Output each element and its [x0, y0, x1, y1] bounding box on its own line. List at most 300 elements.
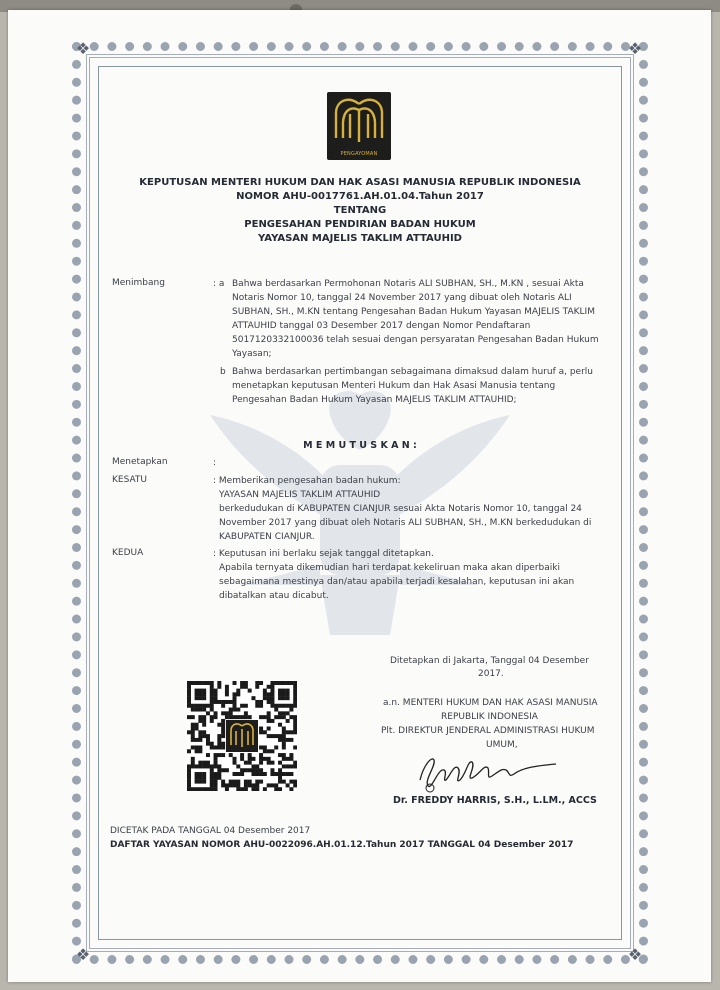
qr-module [214, 700, 218, 704]
memutuskan-heading: M E M U T U S K A N : [303, 440, 417, 451]
qr-module [217, 742, 221, 746]
qr-module [210, 685, 214, 689]
qr-module [214, 783, 218, 787]
qr-module [255, 764, 259, 768]
text-line: November 2017 yang dibuat oleh Notaris ALI SUBHAN, SH., M.KN berkedudukan di [219, 518, 592, 528]
qr-module [278, 681, 282, 685]
qr-module [198, 738, 202, 742]
qr-module [259, 780, 263, 784]
qr-module [233, 780, 237, 784]
qr-module [210, 745, 214, 749]
qr-module [210, 719, 214, 723]
qr-module [282, 696, 286, 700]
menimbang-label: Menimbang [112, 278, 165, 288]
qr-module [236, 715, 240, 719]
qr-module [233, 708, 237, 712]
qr-module [233, 783, 237, 787]
qr-module [195, 738, 199, 742]
qr-module [210, 704, 214, 708]
qr-module [210, 715, 214, 719]
qr-module [225, 783, 229, 787]
qr-module [267, 727, 271, 731]
qr-module [270, 749, 274, 753]
qr-module [282, 742, 286, 746]
qr-module [229, 708, 233, 712]
qr-module [221, 700, 225, 704]
qr-module [202, 704, 206, 708]
qr-module [229, 780, 233, 784]
qr-module [198, 780, 202, 784]
qr-module [293, 780, 297, 784]
qr-module [198, 704, 202, 708]
qr-module [221, 734, 225, 738]
qr-module [225, 685, 229, 689]
qr-module [267, 696, 271, 700]
handwritten-signature [410, 750, 560, 794]
qr-module [289, 780, 293, 784]
qr-module [202, 696, 206, 700]
signatory-line: UMUM, [486, 740, 518, 750]
qr-module [225, 700, 229, 704]
qr-module [244, 787, 248, 791]
qr-module [255, 700, 259, 704]
qr-module [195, 692, 199, 696]
qr-module [210, 681, 214, 685]
qr-module [198, 708, 202, 712]
qr-module [195, 708, 199, 712]
qr-module [187, 692, 191, 696]
qr-module [274, 715, 278, 719]
qr-module [282, 738, 286, 742]
qr-module [251, 768, 255, 772]
qr-module [217, 685, 221, 689]
qr-module [270, 685, 274, 689]
registry-number: DAFTAR YAYASAN NOMOR AHU-0022096.AH.01.12.Tahun 2017 TANGGAL 04 Desember 2017 [110, 840, 574, 850]
qr-module [293, 761, 297, 765]
qr-module [217, 776, 221, 780]
qr-module [206, 742, 210, 746]
qr-module [221, 711, 225, 715]
qr-module [270, 700, 274, 704]
qr-module [240, 704, 244, 708]
qr-module [217, 681, 221, 685]
qr-module [198, 719, 202, 723]
qr-module [214, 689, 218, 693]
qr-module [286, 711, 290, 715]
menetapkan-colon: : [213, 458, 217, 468]
qr-module [278, 692, 282, 696]
qr-module [210, 772, 214, 776]
qr-module [240, 753, 244, 757]
qr-module [206, 787, 210, 791]
qr-module [198, 776, 202, 780]
qr-module [278, 734, 282, 738]
qr-module [217, 745, 221, 749]
qr-module [244, 711, 248, 715]
qr-module [236, 708, 240, 712]
qr-module [236, 764, 240, 768]
qr-module [240, 768, 244, 772]
qr-module [255, 783, 259, 787]
qr-module [270, 734, 274, 738]
qr-module [244, 704, 248, 708]
qr-module [278, 696, 282, 700]
text-line: dibatalkan atau dicabut. [219, 591, 329, 601]
qr-module [198, 696, 202, 700]
qr-module [221, 780, 225, 784]
qr-module [191, 757, 195, 761]
qr-module [233, 681, 237, 685]
qr-module [195, 704, 199, 708]
qr-module [187, 681, 191, 685]
qr-module [289, 757, 293, 761]
qr-module [195, 787, 199, 791]
qr-module [206, 704, 210, 708]
qr-module [210, 742, 214, 746]
qr-module [278, 711, 282, 715]
qr-module [236, 689, 240, 693]
qr-module [221, 723, 225, 727]
qr-module [195, 689, 199, 693]
corner-ornament-icon: ❖ [627, 39, 643, 58]
qr-module [263, 715, 267, 719]
decree-subject: PENGESAHAN PENDIRIAN BADAN HUKUM [244, 219, 476, 230]
text-line: sebagaimana mestinya dan/atau apabila terjadi kesalahan, keputusan ini akan [219, 577, 575, 587]
qr-module [198, 749, 202, 753]
text-line: 5017120332100036 telah sesuai dengan persyaratan Pengesahan Badan Hukum [232, 335, 599, 345]
qr-module [293, 723, 297, 727]
qr-module [267, 734, 271, 738]
qr-module [240, 681, 244, 685]
qr-module [286, 704, 290, 708]
corner-ornament-icon: ❖ [75, 39, 91, 58]
corner-ornament-icon: ❖ [75, 945, 91, 964]
qr-module [278, 753, 282, 757]
qr-module [221, 719, 225, 723]
qr-module [259, 727, 263, 731]
text-line: berkedudukan di KABUPATEN CIANJUR sesuai Akta Notaris Nomor 10, tanggal 24 [219, 504, 582, 514]
qr-module [293, 681, 297, 685]
qr-module [244, 783, 248, 787]
menetapkan-label: Menetapkan [112, 457, 168, 467]
qr-module [286, 689, 290, 693]
qr-module [187, 715, 191, 719]
qr-module [286, 757, 290, 761]
qr-module [210, 780, 214, 784]
qr-module [289, 738, 293, 742]
qr-module [263, 696, 267, 700]
qr-module [251, 696, 255, 700]
qr-module [217, 738, 221, 742]
qr-module [293, 700, 297, 704]
qr-module [286, 783, 290, 787]
qr-module [221, 783, 225, 787]
qr-module [217, 768, 221, 772]
qr-module [198, 772, 202, 776]
qr-module [225, 787, 229, 791]
qr-module [210, 764, 214, 768]
qr-module [187, 696, 191, 700]
qr-module [251, 787, 255, 791]
signatory-line: Plt. DIREKTUR JENDERAL ADMINISTRASI HUKUM [381, 726, 595, 736]
qr-module [202, 715, 206, 719]
qr-module [251, 757, 255, 761]
qr-module [282, 753, 286, 757]
qr-module [286, 719, 290, 723]
qr-module [248, 768, 252, 772]
text-line: YAYASAN MAJELIS TAKLIM ATTAUHID [219, 490, 381, 500]
qr-module [289, 772, 293, 776]
qr-module [259, 700, 263, 704]
qr-module [198, 730, 202, 734]
qr-module [251, 783, 255, 787]
qr-module [221, 730, 225, 734]
qr-module [259, 704, 263, 708]
qr-module [259, 768, 263, 772]
qr-module [282, 780, 286, 784]
qr-module [255, 772, 259, 776]
qr-module [187, 689, 191, 693]
qr-module [244, 715, 248, 719]
qr-module [286, 696, 290, 700]
qr-module [187, 768, 191, 772]
qr-module [289, 764, 293, 768]
text-line: Bahwa berdasarkan Permohonan Notaris ALI SUBHAN, SH., M.KN , sesuai Akta [232, 279, 584, 289]
qr-module [293, 696, 297, 700]
qr-module [195, 764, 199, 768]
qr-module [221, 727, 225, 731]
qr-module [206, 764, 210, 768]
qr-module [282, 681, 286, 685]
qr-module [191, 787, 195, 791]
qr-module [187, 700, 191, 704]
qr-module [202, 719, 206, 723]
qr-module [282, 734, 286, 738]
qr-module [248, 783, 252, 787]
qr-module [289, 753, 293, 757]
qr-module [293, 715, 297, 719]
qr-module [293, 704, 297, 708]
qr-module [236, 772, 240, 776]
printed-date: DICETAK PADA TANGGAL 04 Desember 2017 [110, 826, 311, 836]
qr-module [270, 689, 274, 693]
qr-module [187, 764, 191, 768]
qr-module [233, 692, 237, 696]
signatory-name: Dr. FREDDY HARRIS, S.H., L.LM., ACCS [393, 795, 597, 806]
ditetapkan-line: Ditetapkan di Jakarta, Tanggal 04 Desember [390, 656, 589, 666]
qr-module [286, 738, 290, 742]
qr-module [263, 749, 267, 753]
qr-module [240, 715, 244, 719]
qr-module [217, 772, 221, 776]
qr-module [233, 761, 237, 765]
qr-module [202, 723, 206, 727]
qr-module [217, 700, 221, 704]
text-line: Apabila ternyata dikemudian hari terdapat kekeliruan maka akan diperbaiki [219, 563, 560, 573]
qr-module [293, 783, 297, 787]
qr-module [195, 723, 199, 727]
qr-module [229, 700, 233, 704]
qr-module [214, 711, 218, 715]
qr-module [267, 719, 271, 723]
qr-module [240, 685, 244, 689]
qr-module [282, 704, 286, 708]
qr-module [278, 772, 282, 776]
qr-module [293, 764, 297, 768]
qr-module [221, 753, 225, 757]
qr-module [206, 753, 210, 757]
qr-module [202, 681, 206, 685]
qr-module [274, 745, 278, 749]
qr-module [210, 696, 214, 700]
qr-module [282, 689, 286, 693]
qr-module [191, 723, 195, 727]
qr-module [195, 696, 199, 700]
qr-module [259, 757, 263, 761]
menimbang-b-marker: b [220, 367, 226, 377]
qr-module [267, 700, 271, 704]
qr-module [233, 757, 237, 761]
qr-module [195, 772, 199, 776]
qr-module [202, 734, 206, 738]
decree-title: KEPUTUSAN MENTERI HUKUM DAN HAK ASASI MANUSIA REPUBLIK INDONESIA [139, 177, 581, 188]
pengayoman-emblem [327, 92, 391, 160]
qr-module [267, 685, 271, 689]
qr-module [202, 692, 206, 696]
qr-center-emblem-icon [226, 720, 258, 752]
qr-module [187, 780, 191, 784]
qr-module [221, 768, 225, 772]
qr-module [282, 711, 286, 715]
text-line: Yayasan; [232, 349, 272, 359]
qr-module [293, 745, 297, 749]
qr-module [202, 761, 206, 765]
qr-module [195, 776, 199, 780]
text-line: SUBHAN, SH., M.KN tentang Pengesahan Badan Hukum Yayasan MAJELIS TAKLIM [232, 307, 595, 317]
qr-module [278, 768, 282, 772]
qr-module [293, 689, 297, 693]
qr-code [187, 681, 297, 791]
qr-module [198, 681, 202, 685]
qr-module [278, 689, 282, 693]
qr-module [274, 704, 278, 708]
qr-module [282, 772, 286, 776]
qr-module [278, 776, 282, 780]
qr-module [255, 681, 259, 685]
qr-module [202, 776, 206, 780]
qr-module [236, 783, 240, 787]
qr-module [270, 681, 274, 685]
qr-module [195, 780, 199, 784]
qr-module [187, 730, 191, 734]
qr-module [214, 776, 218, 780]
qr-module [221, 745, 225, 749]
text-line: : Keputusan ini berlaku sejak tanggal ditetapkan. [213, 549, 434, 559]
qr-module [278, 738, 282, 742]
qr-module [248, 753, 252, 757]
qr-module [248, 715, 252, 719]
text-line: : Memberikan pengesahan badan hukum: [213, 476, 401, 486]
qr-module [206, 681, 210, 685]
qr-module [282, 727, 286, 731]
signatory-line: a.n. MENTERI HUKUM DAN HAK ASASI MANUSIA [383, 698, 598, 708]
decree-number: NOMOR AHU-0017761.AH.01.04.Tahun 2017 [236, 191, 484, 202]
qr-module [217, 734, 221, 738]
qr-module [240, 772, 244, 776]
qr-module [217, 764, 221, 768]
qr-module [267, 692, 271, 696]
qr-module [274, 772, 278, 776]
qr-module [225, 692, 229, 696]
qr-module [210, 783, 214, 787]
qr-module [229, 715, 233, 719]
qr-module [259, 745, 263, 749]
qr-module [267, 761, 271, 765]
qr-module [225, 768, 229, 772]
qr-module [187, 749, 191, 753]
decree-about: TENTANG [333, 205, 387, 216]
qr-module [198, 715, 202, 719]
qr-module [191, 708, 195, 712]
qr-module [251, 764, 255, 768]
qr-module [289, 681, 293, 685]
qr-module [195, 745, 199, 749]
qr-module [255, 685, 259, 689]
qr-module [259, 730, 263, 734]
qr-module [202, 689, 206, 693]
qr-module [248, 757, 252, 761]
qr-module [286, 730, 290, 734]
qr-module [198, 761, 202, 765]
qr-module [214, 764, 218, 768]
qr-module [210, 692, 214, 696]
qr-module [293, 692, 297, 696]
qr-module [286, 772, 290, 776]
qr-module [229, 711, 233, 715]
qr-module [221, 704, 225, 708]
qr-module [255, 704, 259, 708]
banyan-tree-icon [327, 92, 391, 148]
qr-module [293, 730, 297, 734]
qr-module [202, 730, 206, 734]
corner-ornament-icon: ❖ [627, 945, 643, 964]
qr-module [244, 768, 248, 772]
qr-module [278, 761, 282, 765]
qr-module [210, 787, 214, 791]
qr-module [191, 764, 195, 768]
qr-module [214, 772, 218, 776]
qr-module [248, 689, 252, 693]
qr-module [187, 776, 191, 780]
qr-module [233, 772, 237, 776]
qr-module [240, 757, 244, 761]
qr-module [274, 734, 278, 738]
qr-module [187, 772, 191, 776]
qr-module [191, 734, 195, 738]
qr-module [191, 761, 195, 765]
emblem-label: PENGAYOMAN [340, 151, 378, 157]
qr-module [263, 730, 267, 734]
qr-module [236, 692, 240, 696]
qr-module [293, 719, 297, 723]
qr-module [195, 727, 199, 731]
qr-module [210, 768, 214, 772]
qr-module [278, 780, 282, 784]
kesatu-label: KESATU [112, 475, 148, 485]
qr-module [210, 689, 214, 693]
qr-module [282, 715, 286, 719]
qr-module [270, 704, 274, 708]
